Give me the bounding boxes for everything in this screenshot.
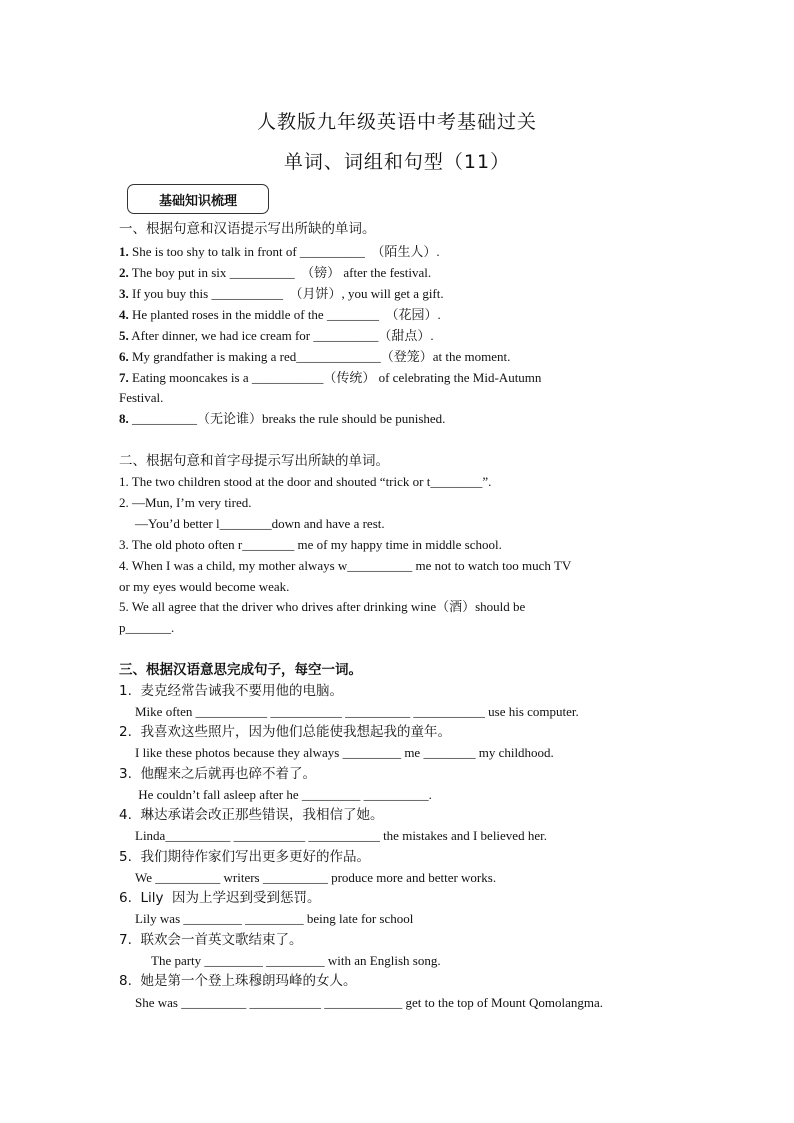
s2-line: —You’d better l________down and have a rest. — [135, 516, 385, 531]
s3-cn: 4. 琳达承诺会改正那些错误，我相信了她。 — [119, 807, 384, 823]
s3-en: Lily was _________ _________ being late for school — [135, 911, 414, 926]
s3-en: He couldn’t fall asleep after he _________ __________. — [135, 787, 432, 802]
s3-cn: 1. 麦克经常告诫我不要用他的电脑。 — [119, 683, 343, 699]
document-title: 人教版九年级英语中考基础过关 — [256, 111, 537, 133]
document-subtitle: 单词、词组和句型（11） — [283, 151, 511, 173]
s3-cn: 8. 她是第一个登上珠穆朗玛峰的女人。 — [119, 973, 357, 989]
s3-en: The party _________ _________ with an English song. — [151, 953, 441, 968]
s3-en: Mike often ___________ ___________ __________ ___________ use his computer. — [135, 704, 579, 719]
s1-item-text: If you buy this ___________ （月饼）, you will get a gift. — [128, 286, 444, 301]
s1-item-4 — [119, 306, 441, 324]
s1-item-num: 3. — [119, 286, 129, 301]
s1-item-7 — [119, 369, 541, 387]
s1-item-text: Eating mooncakes is a ___________（传统） of celebrating the Mid-Autumn — [128, 370, 542, 385]
s1-item-3 — [119, 285, 444, 303]
s1-item-5 — [119, 327, 434, 345]
s1-item-text: He planted roses in the middle of the ________ （花园）. — [128, 307, 441, 322]
s1-item-text: My grandfather is making a red_____________（登笼）at the moment. — [128, 349, 511, 364]
s2-line: 4. When I was a child, my mother always w__________ me not to watch too much TV — [119, 558, 572, 573]
s2-line: p_______. — [119, 620, 175, 635]
s2-line: or my eyes would become weak. — [119, 579, 290, 594]
s1-item-num: 4. — [119, 307, 129, 322]
s3-en: Linda__________ ___________ ___________ the mistakes and I believed her. — [135, 828, 547, 843]
section-badge: 基础知识梳理 — [127, 184, 269, 214]
s3-cn: 2. 我喜欢这些照片，因为他们总能使我想起我的童年。 — [119, 724, 451, 740]
s3-en: I like these photos because they always _________ me ________ my childhood. — [135, 745, 554, 760]
s3-cn: 5. 我们期待作家们写出更多更好的作品。 — [119, 849, 370, 865]
s1-item-text: The boy put in six __________ （镑） after the festival. — [128, 265, 432, 280]
s1-item-num: 5. — [119, 328, 129, 343]
section1-heading: 一、根据句意和汉语提示写出所缺的单词。 — [119, 221, 376, 237]
s1-item-text: After dinner, we had ice cream for __________（甜点）. — [128, 328, 434, 343]
s1-item-num: 7. — [119, 370, 129, 385]
s1-item-7-cont — [119, 389, 163, 407]
s1-item-2 — [119, 264, 431, 282]
s3-cn: 6. Lily 因为上学迟到受到惩罚。 — [119, 890, 321, 906]
s3-cn: 3. 他醒来之后就再也碎不着了。 — [119, 766, 316, 782]
s1-item-1 — [119, 243, 440, 261]
s2-line: 3. The old photo often r________ me of my happy time in middle school. — [119, 537, 502, 552]
s1-item-num: 1. — [119, 244, 129, 259]
s3-en: She was __________ ___________ ____________ get to the top of Mount Qomolangma. — [135, 995, 603, 1010]
s1-item-text: __________（无论谁）breaks the rule should be punished. — [128, 411, 446, 426]
section3-heading: 三、根据汉语意思完成句子，每空一词。 — [119, 662, 362, 678]
s2-line: 5. We all agree that the driver who drives after drinking wine（酒）should be — [119, 599, 526, 614]
s3-en: We __________ writers __________ produce more and better works. — [135, 870, 497, 885]
s1-item-num: 6. — [119, 349, 129, 364]
s1-item-num: 2. — [119, 265, 129, 280]
s1-item-6 — [119, 348, 510, 366]
s1-item-num: 8. — [119, 411, 129, 426]
s2-line: 1. The two children stood at the door and shouted “trick or t________”. — [119, 474, 492, 489]
s1-item-8 — [119, 410, 445, 428]
section2-heading: 二、根据句意和首字母提示写出所缺的单词。 — [119, 453, 389, 469]
s1-item-text: Festival. — [119, 390, 164, 405]
s1-item-text: She is too shy to talk in front of __________ （陌生人）. — [128, 244, 440, 259]
s2-line: 2. —Mun, I’m very tired. — [119, 495, 252, 510]
s3-cn: 7. 联欢会一首英文歌结束了。 — [119, 932, 303, 948]
